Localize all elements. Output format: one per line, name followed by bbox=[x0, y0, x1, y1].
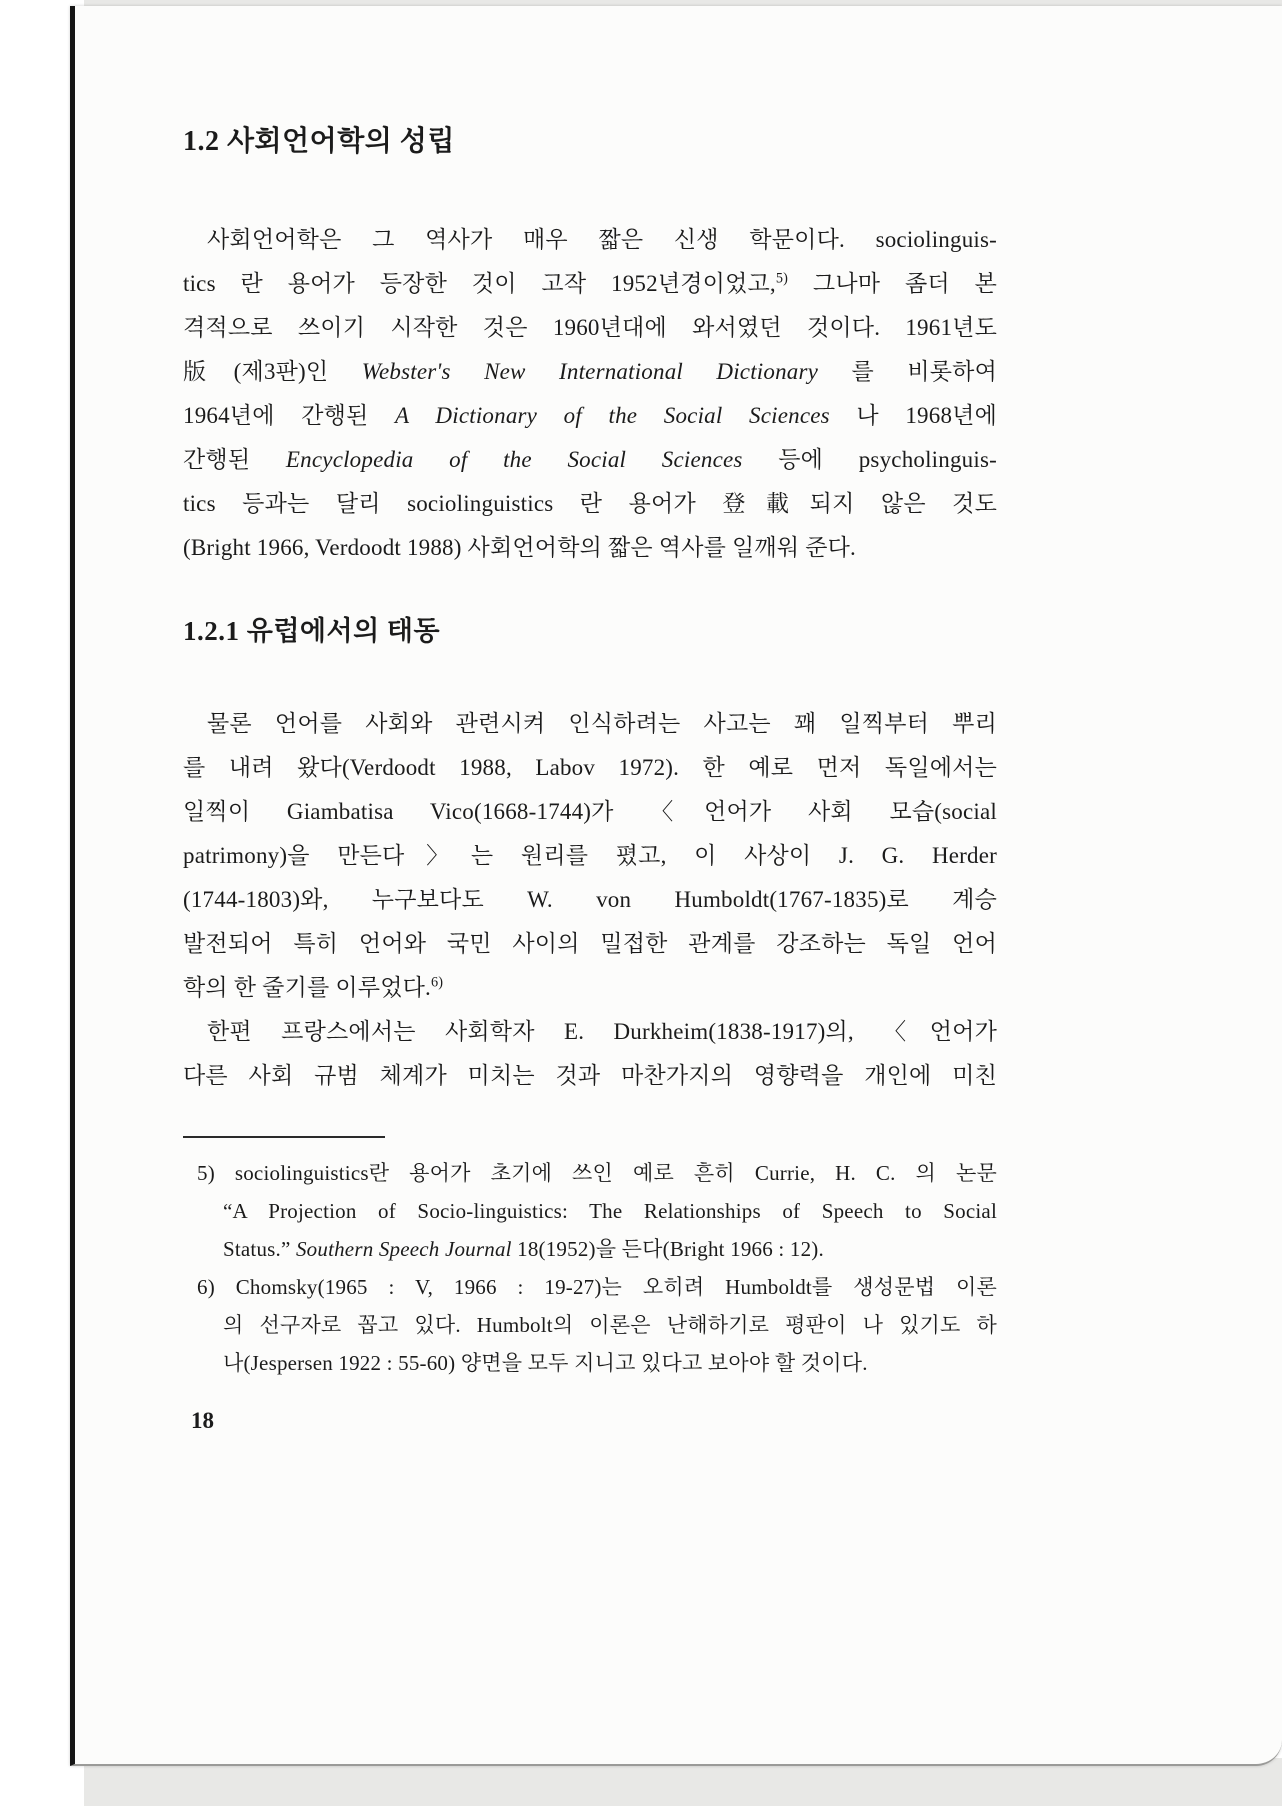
text-line: 1964년에 간행된 A Dictionary of the Social Sciences 나 1968년에 bbox=[183, 403, 997, 428]
text-line: 를 내려 왔다(Verdoodt 1988, Labov 1972). 한 예로 먼저 독일에서는 bbox=[183, 755, 997, 780]
paragraph-2 bbox=[183, 702, 997, 1010]
text-line: 5) sociolinguistics란 용어가 초기에 쓰인 예로 흔히 Currie, H. C. 의 논문 bbox=[197, 1161, 997, 1185]
text-line: 발전되어 특히 언어와 국민 사이의 밀접한 관계를 강조하는 독일 언어 bbox=[183, 931, 997, 956]
text-line: 다른 사회 규범 체계가 미치는 것과 마찬가지의 영향력을 개인에 미친 bbox=[183, 1063, 997, 1088]
text-line: (Bright 1966, Verdoodt 1988) 사회언어학의 짧은 역사를 일깨워 준다. bbox=[183, 535, 856, 560]
footnote-6 bbox=[197, 1268, 997, 1382]
text-line: (1744-1803)와, 누구보다도 W. von Humboldt(1767-1835)로 계승 bbox=[183, 887, 997, 912]
paragraph-3 bbox=[183, 1010, 997, 1098]
text-line: 격적으로 쓰이기 시작한 것은 1960년대에 와서였던 것이다. 1961년도 bbox=[183, 315, 997, 340]
text-line: patrimony)을 만든다〉는 원리를 폈고, 이 사상이 J. G. Herder bbox=[183, 843, 997, 868]
section-heading: 1.2 사회언어학의 성립 bbox=[183, 126, 455, 157]
text-line: “A Projection of Socio-linguistics: The Relationships of Speech to Social bbox=[223, 1199, 997, 1223]
text-line: tics 등과는 달리 sociolinguistics 란 용어가 登載되지 않은 것도 bbox=[183, 491, 997, 516]
text-line: 물론 언어를 사회와 관련시켜 인식하려는 사고는 꽤 일찍부터 뿌리 bbox=[207, 711, 997, 736]
text-line: 사회언어학은 그 역사가 매우 짧은 신생 학문이다. sociolinguis- bbox=[207, 227, 997, 252]
subsection-heading: 1.2.1 유럽에서의 태동 bbox=[183, 616, 441, 646]
text-line: 한편 프랑스에서는 사회학자 E. Durkheim(1838-1917)의, 〈언어가 bbox=[207, 1019, 997, 1044]
footnote-divider bbox=[183, 1136, 385, 1138]
footnote-5 bbox=[197, 1154, 997, 1268]
text-line: 版(제3판)인 Webster's New International Dictionary 를 비롯하여 bbox=[183, 359, 997, 384]
text-line: 학의 한 줄기를 이루었다.$^{6)}$ bbox=[183, 974, 444, 1000]
text-line: Status.” Southern Speech Journal 18(1952)을 든다(Bright 1966 : 12). bbox=[223, 1237, 824, 1261]
text-line: 일찍이 Giambatisa Vico(1668-1744)가 〈언어가 사회 모습(social bbox=[183, 799, 997, 824]
text-line: tics 란 용어가 등장한 것이 고작 1952년경이었고,$^{5)}$ 그나마 좀더 본 bbox=[183, 270, 997, 296]
page-number: 18 bbox=[191, 1408, 214, 1433]
text-line: 6) Chomsky(1965 : V, 1966 : 19-27)는 오히려 Humboldt를 생성문법 이론 bbox=[197, 1275, 997, 1299]
paragraph-1 bbox=[183, 218, 997, 570]
book-page bbox=[70, 6, 1282, 1766]
page-content bbox=[183, 124, 997, 1434]
text-line: 의 선구자로 꼽고 있다. Humbolt의 이론은 난해하기로 평판이 나 있기도 하 bbox=[223, 1313, 997, 1337]
text-line: 간행된 Encyclopedia of the Social Sciences 등에 psycholinguis- bbox=[183, 447, 997, 472]
text-line: 나(Jespersen 1922 : 55-60) 양면을 모두 지니고 있다고 보아야 할 것이다. bbox=[223, 1351, 868, 1375]
